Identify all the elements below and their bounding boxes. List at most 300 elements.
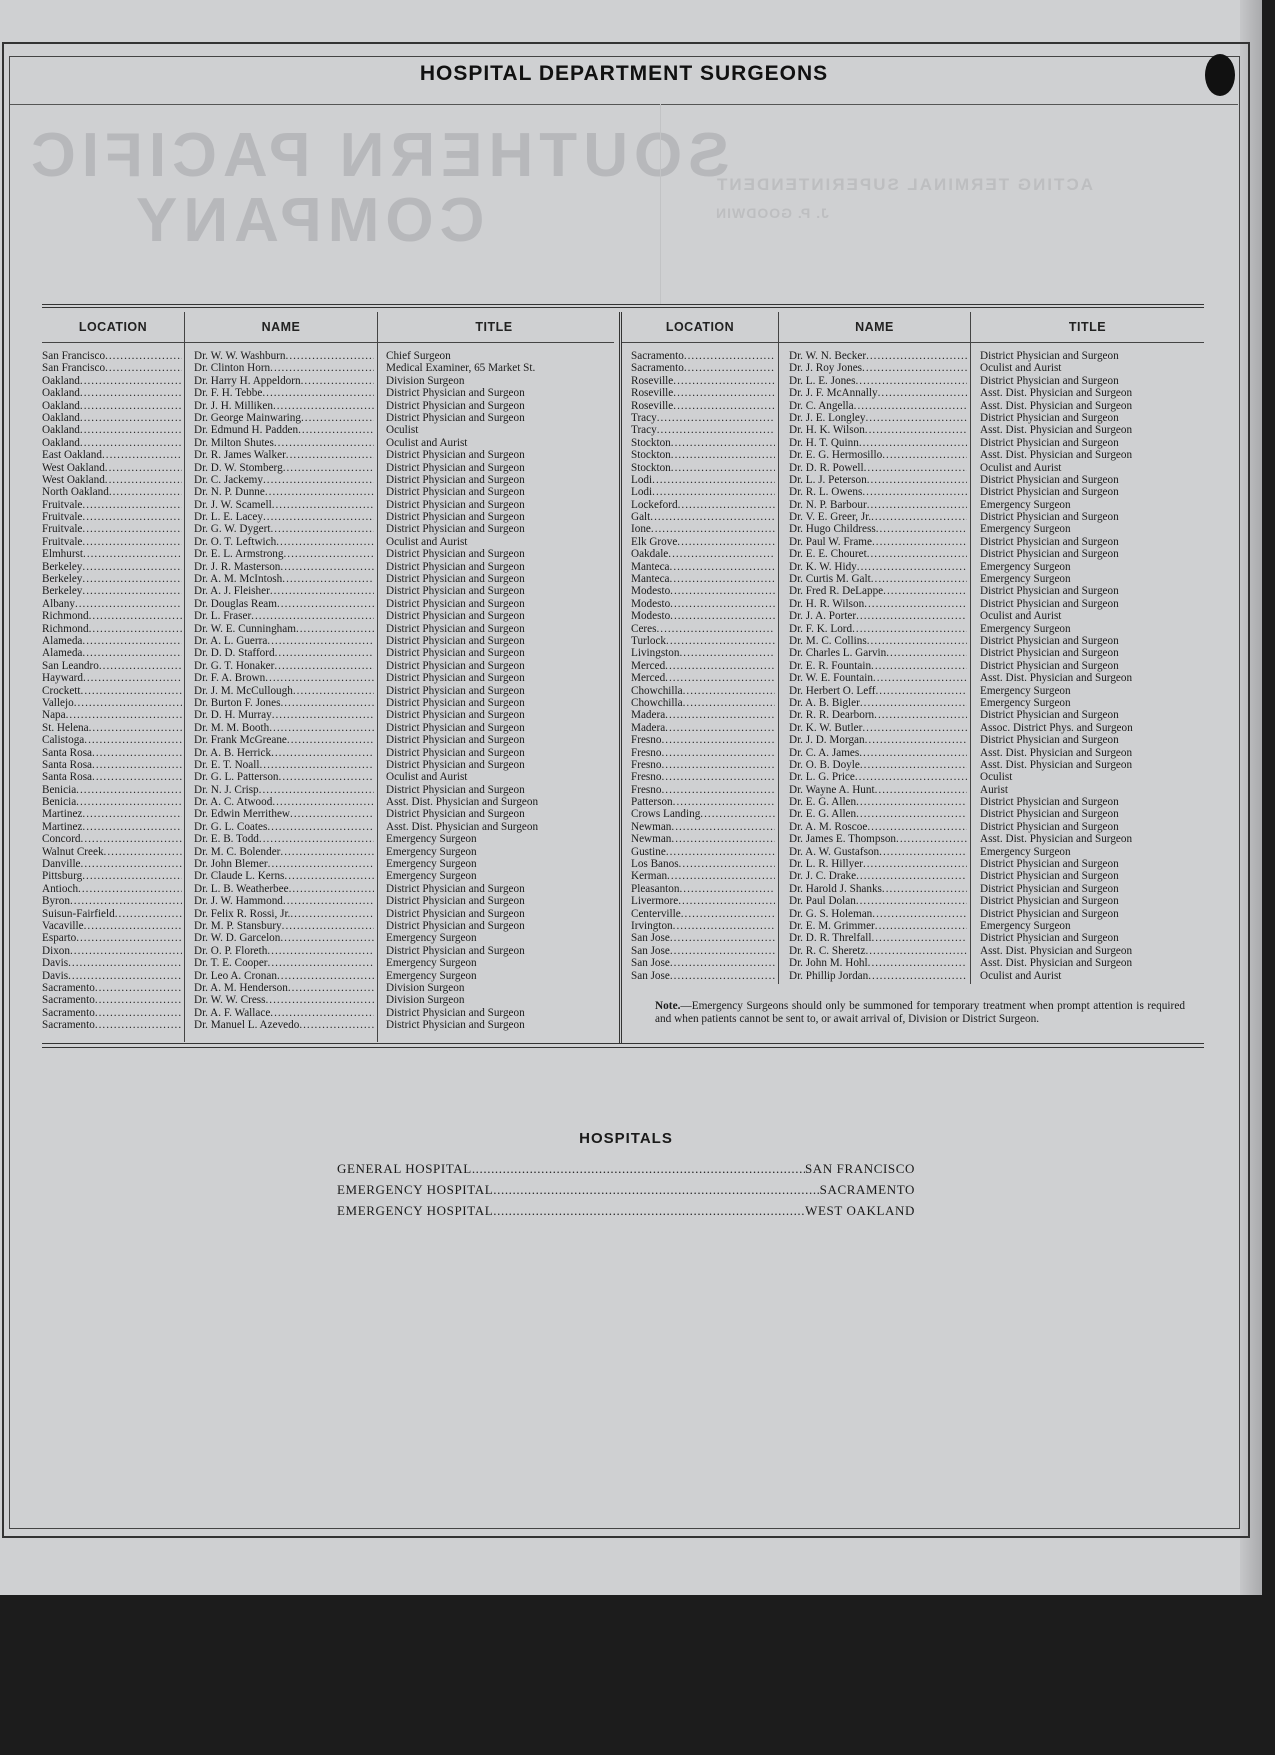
- table-cell: [789, 647, 967, 659]
- table-cell: [42, 387, 182, 399]
- cell-text: Concord: [42, 833, 81, 846]
- cell-text: Roseville: [631, 387, 674, 400]
- cell-text: Asst. Dist. Physician and Surgeon: [980, 387, 1133, 400]
- header-rule: [971, 342, 1204, 343]
- cell-text: District Physician and Surgeon: [980, 858, 1119, 871]
- table-cell: [789, 548, 967, 560]
- cell-text: Dr. James E. Thompson: [789, 833, 897, 846]
- table-cell: [980, 895, 1204, 907]
- table-cell: [789, 561, 967, 573]
- dot-leader: [109, 486, 182, 498]
- cell-text: Dr. H. R. Wilson: [789, 597, 865, 610]
- cell-text: Dr. Charles L. Garvin: [789, 647, 887, 660]
- dot-leader: [293, 685, 374, 697]
- cell-text: Dr. Edwin Merrithew: [194, 808, 291, 821]
- table-cell: [631, 771, 775, 783]
- table-cell: [789, 697, 967, 709]
- dot-leader: [70, 895, 182, 907]
- dot-leader: [859, 437, 967, 449]
- dot-leader: [82, 585, 182, 597]
- table-cell: [980, 908, 1204, 920]
- cell-text: Division Surgeon: [386, 374, 465, 387]
- dot-leader: [874, 709, 967, 721]
- cell-text: Dr. V. E. Greer, Jr.: [789, 511, 872, 524]
- table-cell: [980, 598, 1204, 610]
- table-cell: [789, 796, 967, 808]
- table-cell: [42, 486, 182, 498]
- dot-leader: [657, 424, 775, 436]
- table-cell: [194, 424, 374, 436]
- dot-leader: [280, 846, 374, 858]
- dot-leader: [76, 796, 182, 808]
- dot-leader: [665, 722, 775, 734]
- cell-text: Patterson: [631, 796, 673, 809]
- dot-leader: [70, 945, 182, 957]
- dot-leader: [673, 400, 775, 412]
- cell-text: Emergency Surgeon: [980, 919, 1071, 932]
- dot-leader: [886, 647, 967, 659]
- cell-text: West Oakland: [42, 473, 105, 486]
- dot-leader: [668, 548, 775, 560]
- cell-text: Emergency Surgeon: [980, 684, 1071, 697]
- cell-text: Fruitvale: [42, 498, 83, 511]
- cell-text: Dr. Leo A. Cronan: [194, 969, 277, 982]
- cell-text: San Francisco: [42, 350, 106, 362]
- table-cell: [42, 548, 182, 560]
- dot-leader: [82, 499, 182, 511]
- dot-leader: [854, 400, 967, 412]
- cell-text: Emergency Surgeon: [980, 622, 1071, 635]
- cell-text: Martinez: [42, 808, 83, 821]
- cell-text: District Physician and Surgeon: [386, 399, 525, 412]
- table-cell: [980, 623, 1204, 635]
- dot-leader: [684, 350, 775, 362]
- table-cell: [631, 647, 775, 659]
- table-cell: [631, 821, 775, 833]
- cell-text: Antioch: [42, 882, 79, 895]
- table-cell: [194, 362, 374, 374]
- table-cell: [194, 573, 374, 585]
- table-cell: [386, 511, 614, 523]
- table-cell: [194, 660, 374, 672]
- cell-text: Oakland: [42, 387, 80, 400]
- table-cell: [631, 697, 775, 709]
- header-rule: [378, 342, 614, 343]
- cell-text: Berkeley: [42, 560, 83, 573]
- dot-leader: [270, 362, 374, 374]
- cell-text: Dr. Paul Dolan: [789, 895, 856, 908]
- dot-leader: [80, 437, 182, 449]
- cell-text: North Oakland: [42, 486, 109, 499]
- cell-text: Esparto: [42, 932, 77, 945]
- cell-text: Dr. G. S. Holeman: [789, 907, 873, 920]
- cell-text: Sacramento: [42, 981, 95, 994]
- dot-leader: [670, 970, 775, 982]
- table-cell: [631, 598, 775, 610]
- dot-leader: [84, 734, 182, 746]
- table-cell: [194, 970, 374, 982]
- table-cell: [386, 598, 614, 610]
- table-cell: [194, 994, 374, 1006]
- dot-leader: [878, 387, 967, 399]
- dot-leader: [82, 647, 182, 659]
- dot-leader: [866, 350, 967, 362]
- column-separator: [377, 312, 378, 1042]
- cell-text: District Physician and Surgeon: [386, 610, 525, 623]
- cell-text: Fruitvale: [42, 523, 83, 536]
- table-cell: [631, 511, 775, 523]
- table-cell: [386, 994, 614, 1006]
- cell-text: Fresno: [631, 771, 662, 784]
- dot-leader: [296, 623, 374, 635]
- table-cell: [631, 920, 775, 932]
- cell-text: Davis: [42, 957, 69, 970]
- table-cell: [194, 672, 374, 684]
- cell-text: Dr. L. R. Hillyer: [789, 858, 863, 871]
- cell-text: Martinez: [42, 820, 83, 833]
- table-cell: [386, 833, 614, 845]
- dot-leader: [275, 647, 374, 659]
- cell-text: San Jose: [631, 932, 670, 945]
- cell-text: St. Helena: [42, 721, 89, 734]
- header-name: NAME: [855, 320, 894, 334]
- table-cell: [980, 424, 1204, 436]
- cell-text: Dr. J. H. Milliken: [194, 399, 273, 412]
- table-cell: [980, 573, 1204, 585]
- table-cell: [980, 970, 1204, 982]
- dot-leader: [75, 598, 182, 610]
- hospital-city: SACRAMENTO: [819, 1182, 915, 1197]
- table-cell: [42, 449, 182, 461]
- table-cell: [42, 499, 182, 511]
- cell-text: Dr. E. B. Todd: [194, 833, 259, 846]
- name-column: [789, 350, 967, 982]
- dot-leader: [76, 784, 182, 796]
- table-cell: [980, 697, 1204, 709]
- dot-leader: [277, 970, 374, 982]
- cell-text: Madera: [631, 721, 666, 734]
- table-cell: [789, 585, 967, 597]
- dot-leader: [263, 474, 374, 486]
- table-cell: [386, 412, 614, 424]
- cell-text: District Physician and Surgeon: [980, 647, 1119, 660]
- title-column: [980, 350, 1204, 982]
- cell-text: Asst. Dist. Physician and Surgeon: [980, 944, 1133, 957]
- table-cell: [789, 623, 967, 635]
- cell-text: Emergency Surgeon: [980, 523, 1071, 536]
- cell-text: Dr. Fred R. DeLappe: [789, 585, 884, 598]
- header-name: NAME: [261, 320, 301, 334]
- cell-text: District Physician and Surgeon: [386, 523, 525, 536]
- cell-text: Livingston: [631, 647, 680, 660]
- table-cell: [42, 883, 182, 895]
- cell-text: Chief Surgeon: [386, 350, 451, 362]
- dot-leader: [867, 821, 967, 833]
- dot-leader: [896, 833, 967, 845]
- cell-text: Oculist and Aurist: [980, 461, 1062, 474]
- table-cell: [386, 350, 614, 362]
- table-cell: [194, 486, 374, 498]
- dot-leader: [81, 858, 182, 870]
- table-cell: [386, 1007, 614, 1019]
- cell-text: Dr. T. E. Cooper: [194, 957, 268, 970]
- table-cell: [980, 548, 1204, 560]
- dot-leader: [271, 747, 374, 759]
- hospital-name: EMERGENCY HOSPITAL: [337, 1182, 494, 1197]
- cell-text: District Physician and Surgeon: [980, 411, 1119, 424]
- dot-leader: [493, 1179, 819, 1200]
- cell-text: Dr. W. W. Washburn: [194, 350, 286, 362]
- cell-text: Asst. Dist. Physician and Surgeon: [980, 746, 1133, 759]
- dot-leader: [862, 362, 967, 374]
- dot-leader: [867, 635, 967, 647]
- cell-text: District Physician and Surgeon: [386, 597, 525, 610]
- cell-text: District Physician and Surgeon: [386, 882, 525, 895]
- dot-leader: [864, 598, 967, 610]
- dot-leader: [700, 808, 775, 820]
- dot-leader: [298, 424, 374, 436]
- dot-leader: [864, 462, 967, 474]
- table-cell: [789, 685, 967, 697]
- cell-text: Dr. Hugo Childress: [789, 523, 876, 536]
- cell-text: Dr. F. H. Tebbe: [194, 387, 263, 400]
- cell-text: Santa Rosa: [42, 746, 93, 759]
- table-cell: [980, 796, 1204, 808]
- header-rule: [42, 342, 184, 343]
- cell-text: Dr. E. R. Fountain: [789, 659, 872, 672]
- cell-text: East Oakland: [42, 449, 102, 462]
- dot-leader: [670, 561, 775, 573]
- cell-text: Dr. Frank McGreane: [194, 734, 287, 747]
- cell-text: Emergency Surgeon: [980, 573, 1071, 586]
- cell-text: Dr. W. E. Cunningham: [194, 622, 296, 635]
- dot-leader: [286, 350, 374, 362]
- dot-leader: [301, 375, 374, 387]
- cell-text: Dr. John M. Hohl: [789, 957, 868, 970]
- cell-text: Dr. F. K. Lord: [789, 622, 853, 635]
- cell-text: Dr. L. Fraser: [194, 610, 252, 623]
- dot-leader: [867, 548, 967, 560]
- cell-text: Berkeley: [42, 573, 83, 586]
- table-cell: [386, 734, 614, 746]
- table-cell: [194, 945, 374, 957]
- cell-text: Dr. J. D. Morgan: [789, 734, 865, 747]
- cell-text: Turlock: [631, 634, 667, 647]
- table-cell: [980, 858, 1204, 870]
- table-cell: [386, 957, 614, 969]
- dot-leader: [860, 697, 967, 709]
- table-cell: [631, 747, 775, 759]
- cell-text: Benicia: [42, 796, 77, 809]
- cell-text: Vallejo: [42, 696, 74, 709]
- dot-leader: [273, 400, 374, 412]
- table-cell: [386, 870, 614, 882]
- cell-text: Oculist and Aurist: [386, 436, 468, 449]
- table-cell: [386, 523, 614, 535]
- table-cell: [42, 437, 182, 449]
- dot-leader: [876, 523, 967, 535]
- table-cell: [194, 821, 374, 833]
- table-cell: [980, 536, 1204, 548]
- cell-text: Oakdale: [631, 548, 669, 561]
- cell-text: Richmond: [42, 622, 89, 635]
- cell-text: Dr. N. P. Barbour: [789, 498, 867, 511]
- note-text: —Emergency Surgeons should only be summoned for temporary treatment when prompt attention is required and when patients cannot be sent to, or await arrival of, Division or District Surgeon.: [655, 1000, 1185, 1025]
- cell-text: Oculist and Aurist: [386, 535, 468, 548]
- dot-leader: [290, 808, 374, 820]
- cell-text: Newman: [631, 833, 672, 846]
- table-cell: [194, 908, 374, 920]
- cell-text: Asst. Dist. Physician and Surgeon: [980, 424, 1133, 437]
- dot-leader: [105, 362, 182, 374]
- cell-text: District Physician and Surgeon: [386, 573, 525, 586]
- table-cell: [386, 400, 614, 412]
- table-cell: [42, 796, 182, 808]
- table-cell: [194, 932, 374, 944]
- table-cell: [631, 660, 775, 672]
- cell-text: Dr. Harry H. Appeldorn: [194, 374, 301, 387]
- table-cell: [631, 784, 775, 796]
- dot-leader: [856, 796, 967, 808]
- table-cell: [386, 759, 614, 771]
- table-cell: [42, 400, 182, 412]
- cell-text: Fresno: [631, 734, 662, 747]
- cell-text: Dr. K. W. Butler: [789, 721, 863, 734]
- dot-leader: [868, 957, 967, 969]
- cell-text: Roseville: [631, 374, 674, 387]
- dot-leader: [78, 883, 182, 895]
- cell-text: Davis: [42, 969, 69, 982]
- dot-leader: [670, 957, 775, 969]
- dot-leader: [679, 883, 775, 895]
- cell-text: Crockett: [42, 684, 81, 697]
- cell-text: Sacramento: [631, 350, 684, 362]
- table-cell: [789, 908, 967, 920]
- cell-text: District Physician and Surgeon: [386, 709, 525, 722]
- table-cell: [789, 486, 967, 498]
- table-cell: [980, 486, 1204, 498]
- table-cell: [194, 697, 374, 709]
- cell-text: Roseville: [631, 399, 674, 412]
- table-cell: [789, 858, 967, 870]
- cell-text: District Physician and Surgeon: [980, 597, 1119, 610]
- table-cell: [631, 362, 775, 374]
- table-cell: [980, 387, 1204, 399]
- cell-text: Dr. L. E. Jones: [789, 374, 856, 387]
- table-cell: [386, 920, 614, 932]
- hospital-name: GENERAL HOSPITAL: [337, 1161, 472, 1176]
- header-location: LOCATION: [665, 320, 735, 334]
- cell-text: Emergency Surgeon: [386, 845, 477, 858]
- table-cell: [980, 821, 1204, 833]
- table-cell: [42, 474, 182, 486]
- note-label: Note.: [655, 1000, 681, 1012]
- table-cell: [789, 424, 967, 436]
- dot-leader: [284, 548, 375, 560]
- dot-leader: [868, 970, 967, 982]
- cell-text: Elmhurst: [42, 548, 84, 561]
- dot-leader: [283, 462, 374, 474]
- header-location: LOCATION: [78, 320, 148, 334]
- table-cell: [631, 759, 775, 771]
- column-separator: [184, 312, 185, 1042]
- dot-leader: [89, 722, 182, 734]
- table-cell: [980, 635, 1204, 647]
- table-cell: [42, 895, 182, 907]
- header-title: TITLE: [475, 320, 513, 334]
- dot-leader: [872, 536, 967, 548]
- dot-leader: [76, 932, 182, 944]
- dot-leader: [272, 796, 374, 808]
- table-cell: [194, 523, 374, 535]
- table-cell: [789, 635, 967, 647]
- table-cell: [789, 511, 967, 523]
- dot-leader: [656, 623, 775, 635]
- cell-text: District Physician and Surgeon: [386, 758, 525, 771]
- cell-text: District Physician and Surgeon: [386, 672, 525, 685]
- dot-leader: [83, 672, 182, 684]
- cell-text: District Physician and Surgeon: [386, 721, 525, 734]
- table-cell: [194, 598, 374, 610]
- table-cell: [789, 734, 967, 746]
- table-cell: [631, 573, 775, 585]
- dot-leader: [267, 821, 374, 833]
- table-cell: [194, 747, 374, 759]
- table-cell: [789, 523, 967, 535]
- cell-text: Hayward: [42, 672, 84, 685]
- page-title: HOSPITAL DEPARTMENT SURGEONS: [419, 62, 829, 85]
- cell-text: Los Banos: [631, 858, 679, 871]
- cell-text: Gustine: [631, 845, 666, 858]
- cell-text: Sacramento: [42, 994, 95, 1007]
- cell-text: Madera: [631, 709, 666, 722]
- cell-text: Emergency Surgeon: [386, 870, 477, 883]
- cell-text: Ione: [631, 523, 651, 536]
- table-cell: [42, 722, 182, 734]
- bleed-through-text: COMPANY: [130, 186, 485, 255]
- cell-text: Lockeford: [631, 498, 678, 511]
- table-cell: [980, 685, 1204, 697]
- cell-text: Stockton: [631, 449, 671, 462]
- cell-text: Ceres: [631, 622, 657, 635]
- cell-text: Merced: [631, 672, 666, 685]
- cell-text: Division Surgeon: [386, 994, 465, 1007]
- cell-text: San Jose: [631, 957, 670, 970]
- dot-leader: [286, 449, 374, 461]
- cell-text: Oculist: [980, 771, 1013, 784]
- dot-leader: [80, 375, 182, 387]
- dot-leader: [266, 994, 375, 1006]
- table-cell: [631, 486, 775, 498]
- table-cell: [980, 846, 1204, 858]
- cell-text: District Physician and Surgeon: [980, 659, 1119, 672]
- table-cell: [631, 846, 775, 858]
- table-cell: [194, 400, 374, 412]
- cell-text: District Physician and Surgeon: [980, 473, 1119, 486]
- table-cell: [631, 462, 775, 474]
- cell-text: District Physician and Surgeon: [386, 746, 525, 759]
- cell-text: Asst. Dist. Physician and Surgeon: [980, 758, 1133, 771]
- cell-text: Dr. J. M. McCullough: [194, 684, 293, 697]
- cell-text: Emergency Surgeon: [980, 845, 1071, 858]
- table-bottom-rule: [42, 1047, 1204, 1048]
- dot-leader: [95, 982, 182, 994]
- cell-text: Dr. O. B. Doyle: [789, 758, 860, 771]
- cell-text: Danville: [42, 858, 81, 871]
- table-cell: [980, 499, 1204, 511]
- cell-text: Dr. M. C. Bolender: [194, 845, 281, 858]
- dot-leader: [670, 945, 775, 957]
